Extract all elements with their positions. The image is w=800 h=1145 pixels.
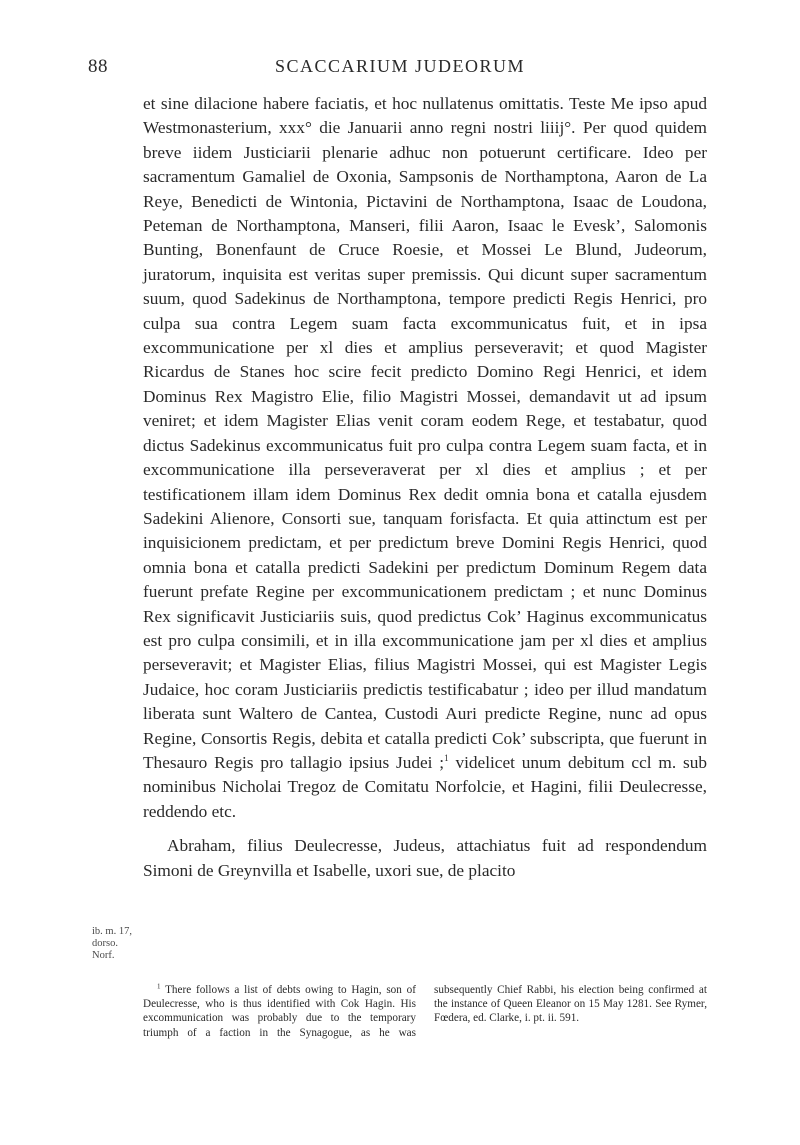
running-title: SCACCARIUM JUDEORUM <box>274 56 526 76</box>
page-number: 88 <box>88 56 108 77</box>
marginal-reference-line-1: ib. m. 17, <box>92 926 132 937</box>
footnotes <box>143 983 707 1040</box>
paragraph-1 <box>143 92 707 824</box>
footnote-reference: 1 <box>444 753 449 764</box>
marginal-reference <box>92 926 138 962</box>
marginal-reference-line-2: dorso. <box>92 938 118 949</box>
footnote-marker: 1 <box>157 982 161 991</box>
footnote-text: There follows a list of debts owing to Hagin, son of Deulecresse, who is thus identified with Cok Hagin. His excommunication was probably due to the temporary triumph of a faction in the Synagogue, as he was subsequently Chief Rabbi, his election being confirmed at the instance of Queen Eleanor on 15 May 1281. See Rymer, Fœdera, ed. Clarke, i. pt. ii. 591. <box>143 984 707 1039</box>
marginal-reference-line-3: Norf. <box>92 950 115 961</box>
paragraph-2: Abraham, filius Deulecresse, Judeus, attachiatus fuit ad respondendum Simoni de Greynvilla et Isabelle, uxori sue, de placito <box>143 836 707 880</box>
main-text <box>143 92 707 883</box>
page-header <box>0 56 800 80</box>
paragraph-1-end: videlicet unum debitum ccl m. sub nominibus Nicholai Tregoz de Comitatu Norfolcie, et Hagini, filii Deulecresse, reddendo etc. <box>143 752 707 821</box>
footnote-1 <box>143 983 707 1040</box>
paragraph-1-text: et sine dilacione habere faciatis, et hoc nullatenus omittatis. Teste Me ipso apud Westmonasterium, xxx° die Januarii anno regni nostri liiij°. Per quod quidem breve iidem Justiciarii plenarie adhuc non potuerunt certificare. Ideo per sacramentum Gamaliel de Oxonia, Sampsonis de Northamptona, Aaron de La Reye, Benedicti de Wintonia, Pictavini de Northamptona, Isaac de Loudona, Peteman de Northamptona, Manseri, filii Aaron, Isaac le Evesk’, Salomonis Bunting, Bonenfaunt de Cruce Roesie, et Mossei Le Blund, Judeorum, juratorum, inquisita est veritas super premissis. Qui dicunt super sacramentum suum, quod Sadekinus de Northamptona, tempore predicti Regis Henrici, pro culpa sua contra Legem suam facta excommunicatus fuit, et in ipsa excommunicatione per xl dies et amplius perseveravit; et quod Magister Ricardus de Stanes hoc scire fecit predicto Domino Regi Henrici, et idem Dominus Rex Magistro Elie, filio Magistri Mossei, demandavit ut ad ipsum veniret; et idem Magister Elias venit coram eodem Rege, et testabatur, quod dictus Sadekinus excommunicatus fuit pro culpa contra Legem suam facta, et in excommunicatione illa perseveraverat per xl dies et amplius ; et per testificationem illam idem Dominus Rex dedit omnia bona et catalla ejusdem Sadekini Alienore, Consorti sue, tanquam forisfacta. Et quia attinctum est per inquisicionem predictam, et per predictum breve Domini Regis Henrici, quod omnia bona et catalla predicti Sadekini per predictum Dominum Regem data fuerunt prefate Regine per excommunicationem predictam ; et nunc Dominus Rex significavit Justiciariis suis, quod predictus Cok’ Haginus excommunicatus est pro culpa consimili, et in illa excommunicatione jam per xl dies et amplius perseveravit; et Magister Elias, filius Magistri Mossei, qui est Magister Legis Judaice, hoc coram Justiciariis predictis testificabatur ; ideo per illud mandatum liberata sunt Waltero de Cantea, Custodi Auri predicte Regine, nunc ad opus Regine, Consortis Regis, debita et catalla predicti Cok’ subscripta, que fuerunt in Thesauro Regis pro tallagio ipsius Judei ; <box>143 94 707 772</box>
